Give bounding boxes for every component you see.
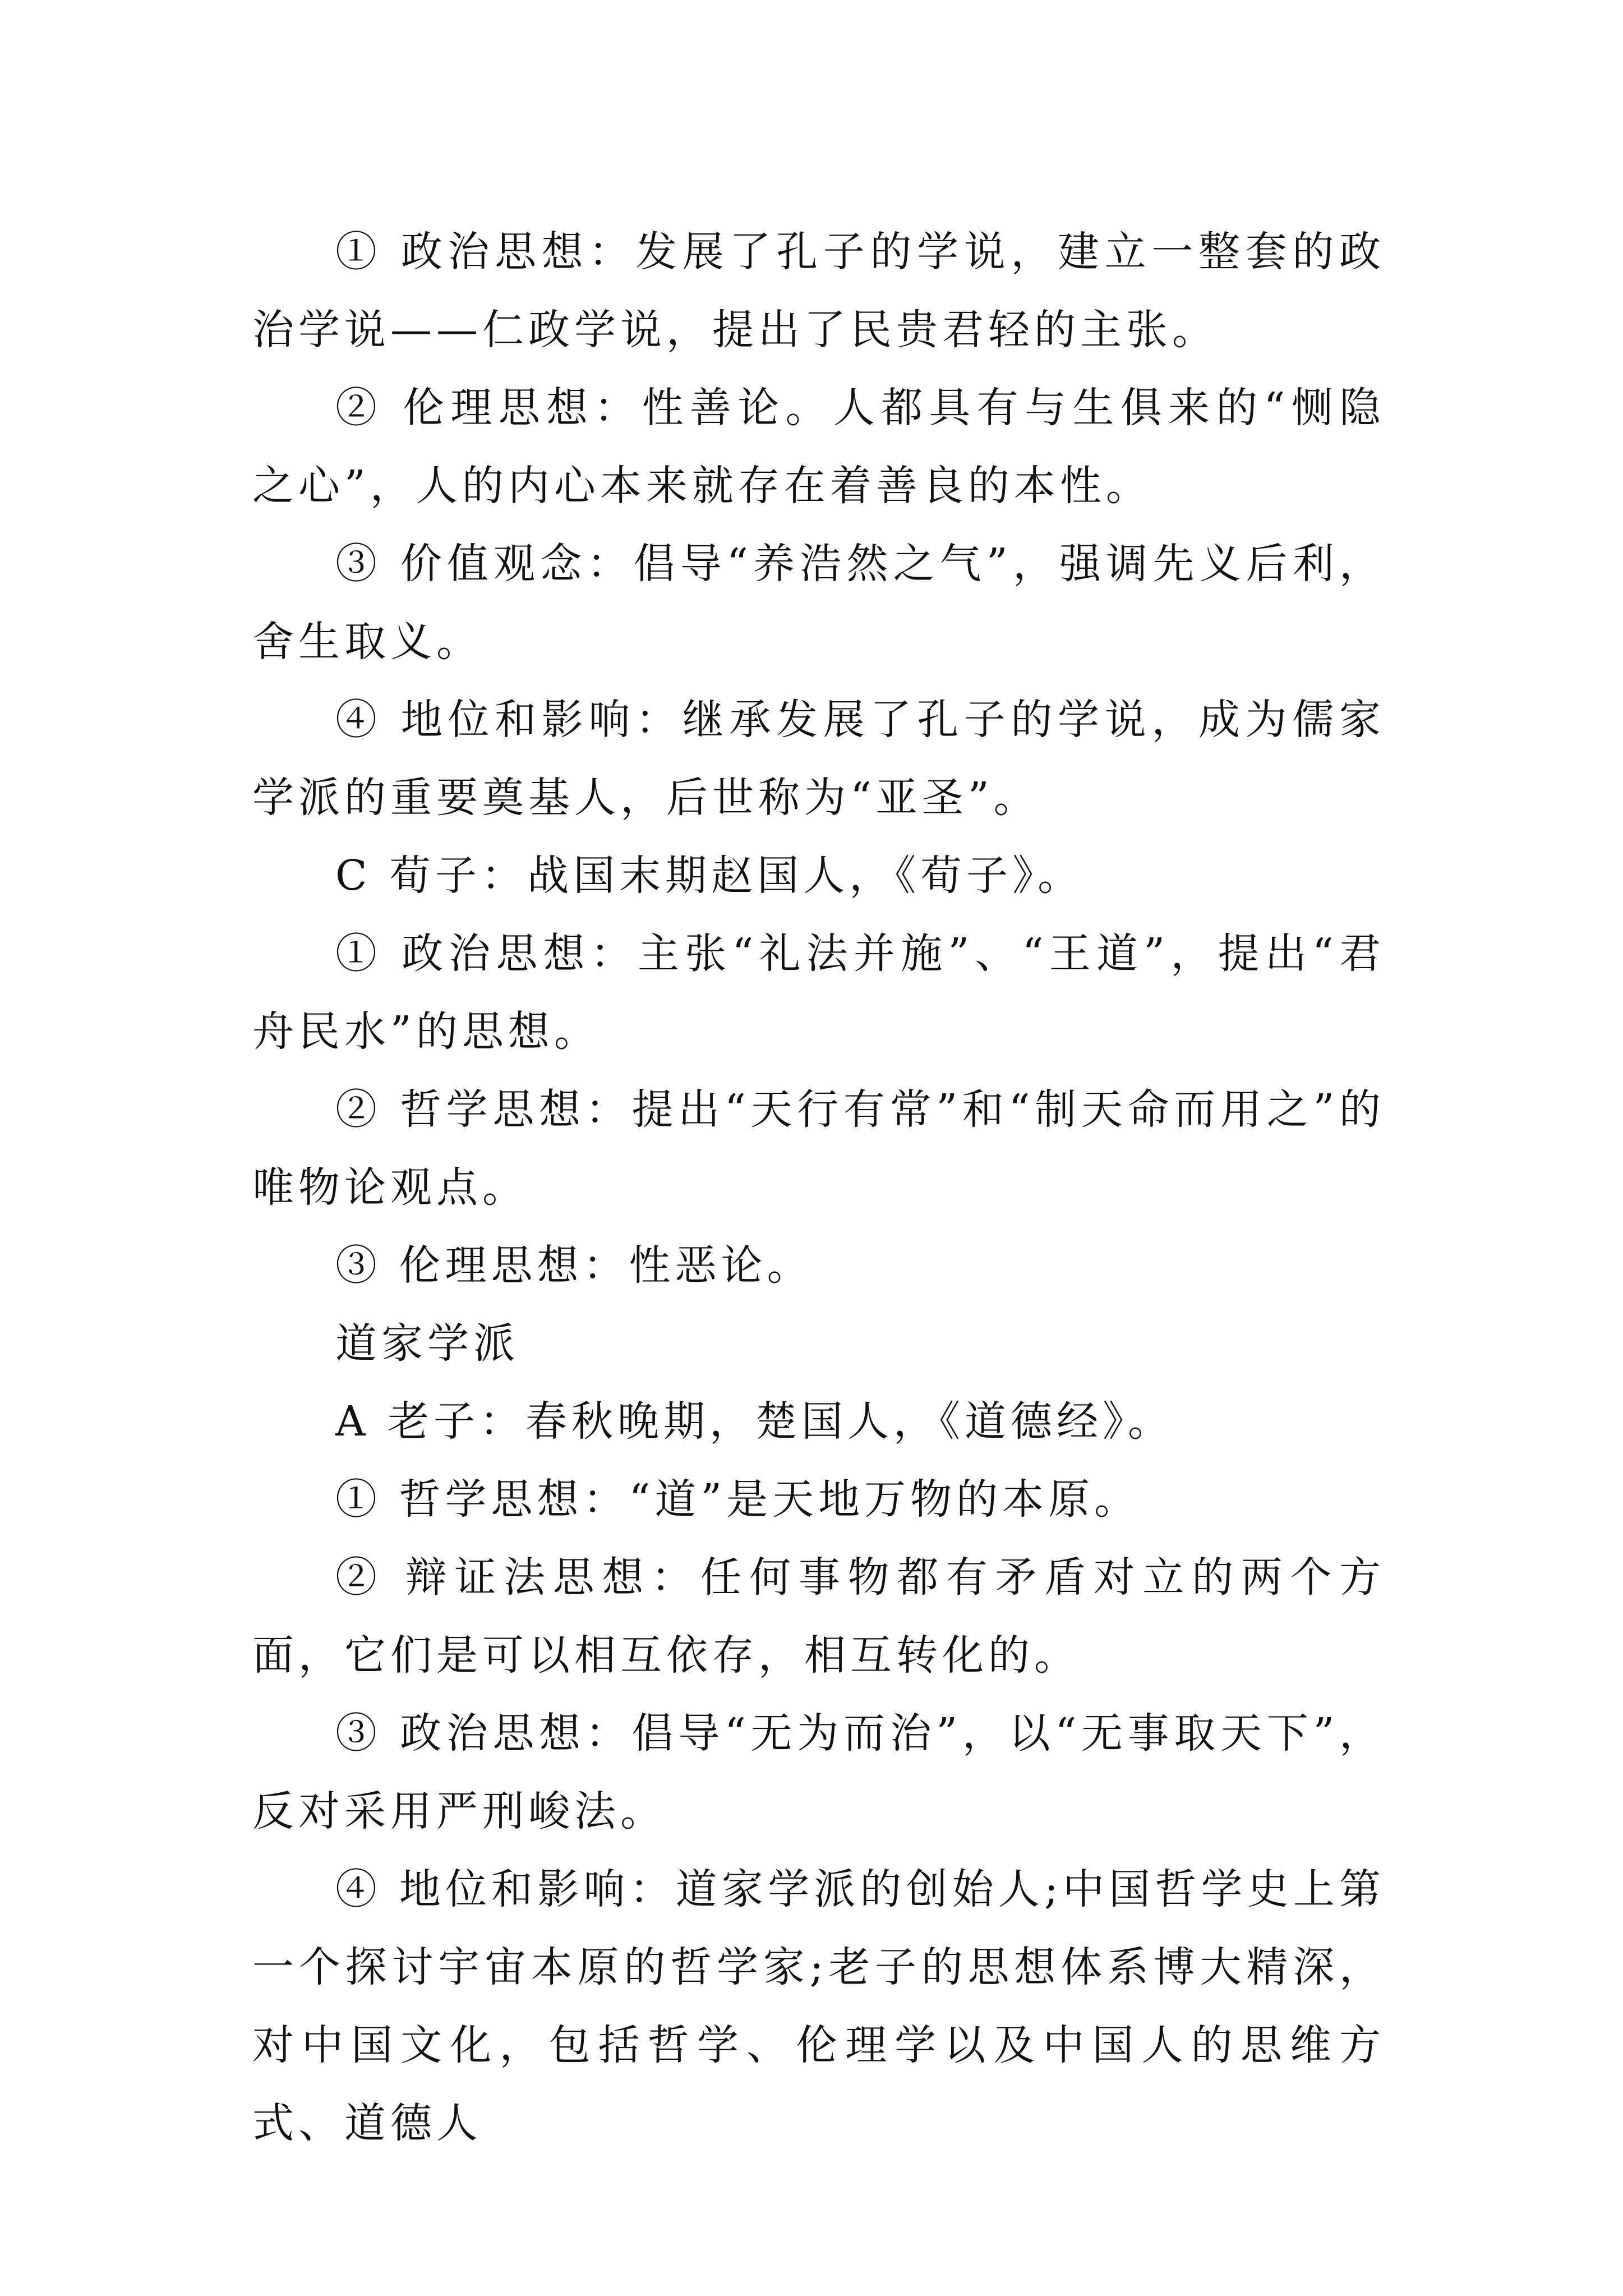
paragraph-laozi-philosophy: ① 哲学思想：“道”是天地万物的本原。 [335, 1475, 1141, 1524]
paragraph-laozi-dialectics: ② 辩证法思想：任何事物都有矛盾对立的两个方面，它们是可以相互依存，相互转化的。 [252, 1553, 1385, 1680]
paragraph-laozi-politics: ③ 政治思想：倡导“无为而治”，以“无事取天下”，反对采用严刑峻法。 [252, 1709, 1385, 1835]
paragraph-laozi-heading: A 老子：春秋晚期，楚国人，《道德经》。 [335, 1397, 1174, 1446]
paragraph-mencius-ethics: ② 伦理思想：性善论。人都具有与生俱来的“恻隐之心”，人的内心本来就存在着善良的本性。 [252, 384, 1385, 510]
paragraph-mencius-politics: ① 政治思想：发展了孔子的学说，建立一整套的政治学说——仁政学说，提出了民贵君轻的主张。 [252, 228, 1385, 354]
paragraph-xunzi-heading: C 荀子：战国末期赵国人，《荀子》。 [335, 852, 1084, 900]
paragraph-laozi-influence: ④ 地位和影响：道家学派的创始人;中国哲学史上第一个探讨宇宙本原的哲学家;老子的思想体系博大精深，对中国文化，包括哲学、伦理学以及中国人的思维方式、道德人 [252, 1865, 1385, 2147]
section-heading-daoism: 道家学派 [335, 1319, 519, 1368]
document-body [252, 213, 1385, 2162]
paragraph-xunzi-philosophy: ② 哲学思想：提出“天行有常”和“制天命而用之”的唯物论观点。 [252, 1085, 1385, 1212]
paragraph-mencius-influence: ④ 地位和影响：继承发展了孔子的学说，成为儒家学派的重要奠基人，后世称为“亚圣”。 [252, 696, 1385, 822]
paragraph-xunzi-politics: ① 政治思想：主张“礼法并施”、“王道”，提出“君舟民水”的思想。 [252, 930, 1385, 1056]
paragraph-xunzi-ethics: ③ 伦理思想：性恶论。 [335, 1241, 813, 1290]
paragraph-mencius-values: ③ 价值观念：倡导“养浩然之气”，强调先义后利，舍生取义。 [252, 540, 1385, 666]
